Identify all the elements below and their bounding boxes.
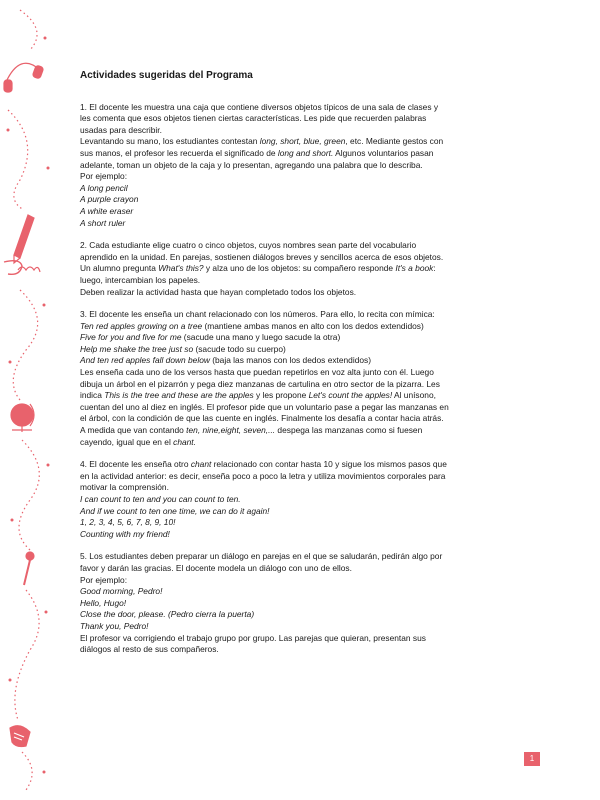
example-line: Hello, Hugo! [80,597,127,608]
paragraph-line: favor y darán las gracias. El docente modela un diálogo con uno de ellos. [80,562,352,573]
chant-verse: Ten red apples growing on a tree [80,320,203,331]
text: cayendo, igual que en el [80,436,174,447]
headphones-icon [4,63,44,92]
chant-verse: Five for you and five for me [80,332,182,343]
example-line: A long pencil [80,182,128,193]
english-words: It's a book [395,263,434,274]
example-line: A white eraser [80,205,134,216]
dotted-trail [8,10,39,790]
english-words: long, short, blue, green [259,136,346,147]
example-line: Good morning, Pedro! [80,586,163,597]
text: A medida que van contando [80,425,187,436]
chant-verse: And ten red apples fall down below [80,355,210,366]
pencil-icon [14,215,34,263]
text: Un alumno pregunta [80,263,159,274]
paragraph-line: luego, intercambian los papeles. [80,274,201,285]
paragraph-line: 3. El docente les enseña un chant relacionado con los números. Para ello, lo recita con mímica: [80,309,435,320]
text: , etc. Mediante gestos con [345,136,444,147]
text: indica [80,390,105,401]
gesture-note: (sacude todo su cuerpo) [193,343,286,354]
chant-line [80,321,528,333]
text: y alza uno de los objetos: su compañero responde [203,263,396,274]
gesture-note: (mantiene ambas manos en alto con los dedos extendidos) [202,320,424,331]
text: Algunos voluntarios pasan [333,147,434,158]
english-words: chant. [173,436,196,447]
example-line: 1, 2, 3, 4, 5, 6, 7, 8, 9, 10! [80,517,176,528]
paragraph-line: adelante, toman un objeto de la caja y lo presentan, agregando una palabra que lo describa. [80,159,423,170]
text: despega las manzanas como si fuesen [275,425,423,436]
text: y les propone [253,390,309,401]
margin-doodles [0,0,62,800]
example-line: Counting with my friend! [80,528,170,539]
paragraph-line [80,148,528,160]
chant-verse: Help me shake the tree just so [80,343,194,354]
paragraph-line: el árbol, con la condición de que las cuente en inglés. Finalmente los desafía a contar hacia atrás. [80,413,444,424]
example-line: A purple crayon [80,194,139,205]
paragraph-line [80,390,528,402]
chant-line [80,355,528,367]
paragraph-line: El profesor va corrigiendo el trabajo grupo por grupo. Las parejas que quieran, presentan sus [80,632,426,643]
microphone-icon [24,552,34,585]
english-words: long and short. [277,147,334,158]
paragraph-line [80,459,528,471]
jam-doodle [4,261,40,275]
globe-icon [11,404,34,432]
paragraph-line: 5. Los estudiantes deben preparar un diálogo en parejas en el que se saludarán, pedirán algo por [80,551,443,562]
english-words: What's this? [158,263,204,274]
paragraph-line [80,437,528,449]
paragraph-line: les comenta que esos objetos tienen ciertas características. Les pide que recuerden palabras [80,113,427,124]
gesture-note: (baja las manos con los dedos extendidos) [209,355,371,366]
paragraph-line: dibuja un árbol en el pizarrón y pega diez manzanas de cartulina en otro sector de la pizarra. Les [80,378,440,389]
activity-4 [80,459,528,540]
example-line: A short ruler [80,217,126,228]
speech-bubble-icon [10,726,30,747]
text: relacionado con contar hasta 10 y sigue los mismos pasos que [211,459,447,470]
activity-5 [80,551,528,655]
example-line: And if we count to ten one time, we can do it again! [80,505,270,516]
paragraph-line: 2. Cada estudiante elige cuatro o cinco objetos, cuyos nombres sean parte del vocabulario [80,240,417,251]
paragraph-line: 1. El docente les muestra una caja que contiene diversos objetos típicos de una sala de clases y [80,101,439,112]
chant-line [80,344,528,356]
text: : [433,263,436,274]
paragraph-line: diálogos al resto de sus compañeros. [80,644,219,655]
english-words: Let's count the apples! [308,390,393,401]
paragraph-line: cuentan del uno al diez en inglés. El profesor pide que un voluntario pase a pegar las manzanas en [80,401,449,412]
paragraph-line: en la actividad anterior: es decir, enseña poco a poco la letra y utiliza movimientos corporales para [80,470,446,481]
example-line: Thank you, Pedro! [80,620,149,631]
example-line: Close the door, please. (Pedro cierra la puerta) [80,609,255,620]
text: Levantando su mano, los estudiantes contestan [80,136,260,147]
text: Al unísono, [392,390,436,401]
paragraph-line: Por ejemplo: [80,574,128,585]
paragraph-line [80,263,528,275]
text: sus manos, el profesor les recuerda el significado de [80,147,278,158]
text: 4. El docente les enseña otro [80,459,191,470]
paragraph-line: motivar la comprensión. [80,482,169,493]
english-words: This is the tree and these are the apples [104,390,254,401]
paragraph-line: usadas para describir. [80,124,162,135]
paragraph-line: Por ejemplo: [80,171,128,182]
paragraph-line [80,425,528,437]
example-line: I can count to ten and you can count to ten. [80,494,241,504]
english-words: chant [190,459,212,470]
activity-1 [80,102,528,230]
paragraph-line: Les enseña cada uno de los versos hasta que puedan repetirlos en voz alta junto con él. Luego [80,367,434,378]
page-title: Actividades sugeridas del Programa [80,70,253,81]
chant-line [80,332,528,344]
activity-2 [80,240,528,298]
paragraph-line: Deben realizar la actividad hasta que hayan completado todos los objetos. [80,286,357,297]
document-body [80,70,528,667]
gesture-note: (sacude una mano y luego sacude la otra) [181,332,341,343]
paragraph-line: aprendido en la unidad. En parejas, sostienen diálogos breves y sencillos acerca de esos objetos. [80,251,444,262]
english-words: ten, nine,eight, seven,... [186,425,276,436]
activity-3 [80,309,528,448]
page-number-badge: 1 [524,752,540,766]
paragraph-line [80,136,528,148]
